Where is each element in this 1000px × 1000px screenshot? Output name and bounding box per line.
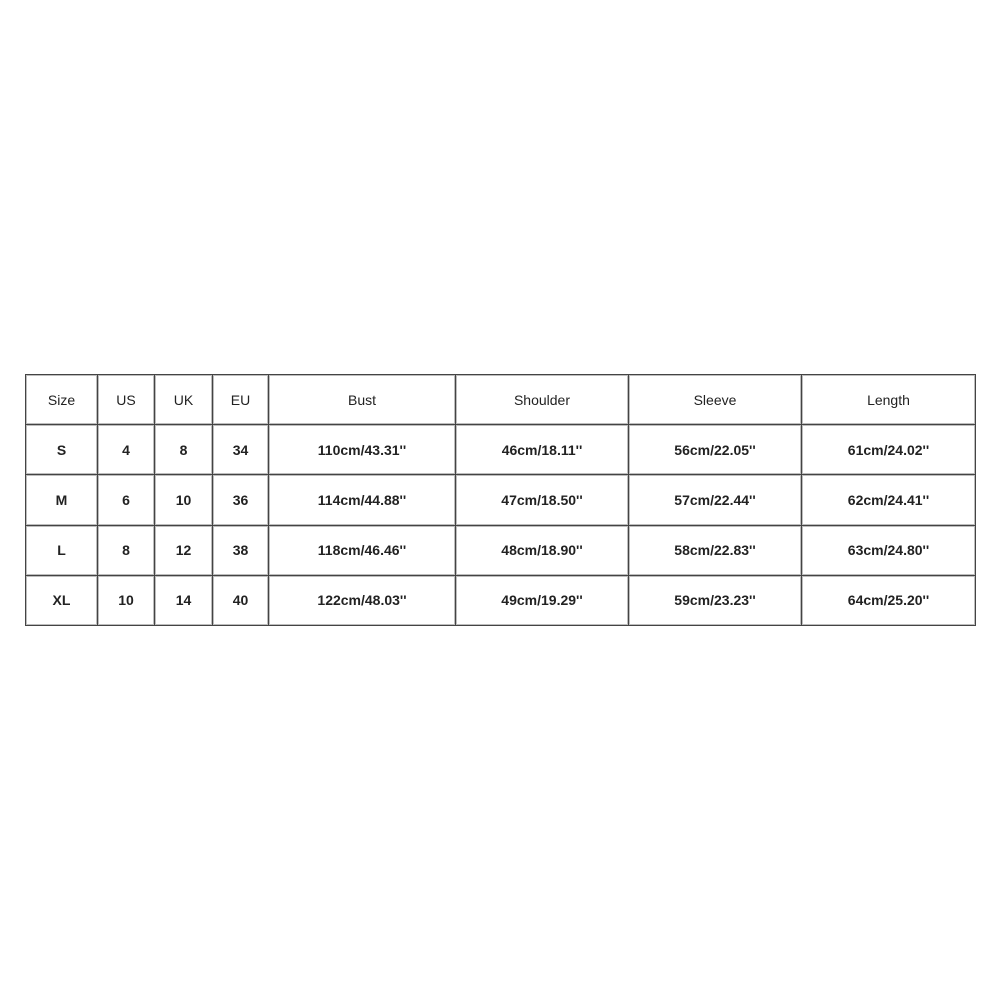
length-cell: 61cm/24.02'' — [802, 425, 976, 475]
us-cell: 8 — [98, 526, 155, 576]
us-cell: 10 — [98, 576, 155, 626]
eu-cell: 38 — [213, 526, 269, 576]
table-row — [26, 576, 976, 626]
bust-cell: 110cm/43.31'' — [269, 425, 456, 475]
shoulder-cell: 48cm/18.90'' — [456, 526, 629, 576]
table-row — [26, 475, 976, 525]
table-row — [26, 526, 976, 576]
length-cell: 62cm/24.41'' — [802, 475, 976, 525]
header-row — [26, 375, 976, 425]
header-shoulder: Shoulder — [456, 375, 629, 425]
bust-cell: 122cm/48.03'' — [269, 576, 456, 626]
us-cell: 6 — [98, 475, 155, 525]
header-length: Length — [802, 375, 976, 425]
uk-cell: 12 — [155, 526, 213, 576]
header-size: Size — [26, 375, 98, 425]
header-us: US — [98, 375, 155, 425]
header-sleeve: Sleeve — [629, 375, 802, 425]
eu-cell: 34 — [213, 425, 269, 475]
sleeve-cell: 56cm/22.05'' — [629, 425, 802, 475]
size-cell: XL — [26, 576, 98, 626]
shoulder-cell: 49cm/19.29'' — [456, 576, 629, 626]
bust-cell: 118cm/46.46'' — [269, 526, 456, 576]
eu-cell: 36 — [213, 475, 269, 525]
size-cell: M — [26, 475, 98, 525]
size-cell: L — [26, 526, 98, 576]
length-cell: 64cm/25.20'' — [802, 576, 976, 626]
length-cell: 63cm/24.80'' — [802, 526, 976, 576]
shoulder-cell: 47cm/18.50'' — [456, 475, 629, 525]
shoulder-cell: 46cm/18.11'' — [456, 425, 629, 475]
table-row — [26, 425, 976, 475]
uk-cell: 10 — [155, 475, 213, 525]
header-eu: EU — [213, 375, 269, 425]
size-cell: S — [26, 425, 98, 475]
size-chart-table — [25, 374, 976, 626]
sleeve-cell: 59cm/23.23'' — [629, 576, 802, 626]
uk-cell: 8 — [155, 425, 213, 475]
eu-cell: 40 — [213, 576, 269, 626]
bust-cell: 114cm/44.88'' — [269, 475, 456, 525]
sleeve-cell: 58cm/22.83'' — [629, 526, 802, 576]
us-cell: 4 — [98, 425, 155, 475]
sleeve-cell: 57cm/22.44'' — [629, 475, 802, 525]
header-bust: Bust — [269, 375, 456, 425]
uk-cell: 14 — [155, 576, 213, 626]
header-uk: UK — [155, 375, 213, 425]
